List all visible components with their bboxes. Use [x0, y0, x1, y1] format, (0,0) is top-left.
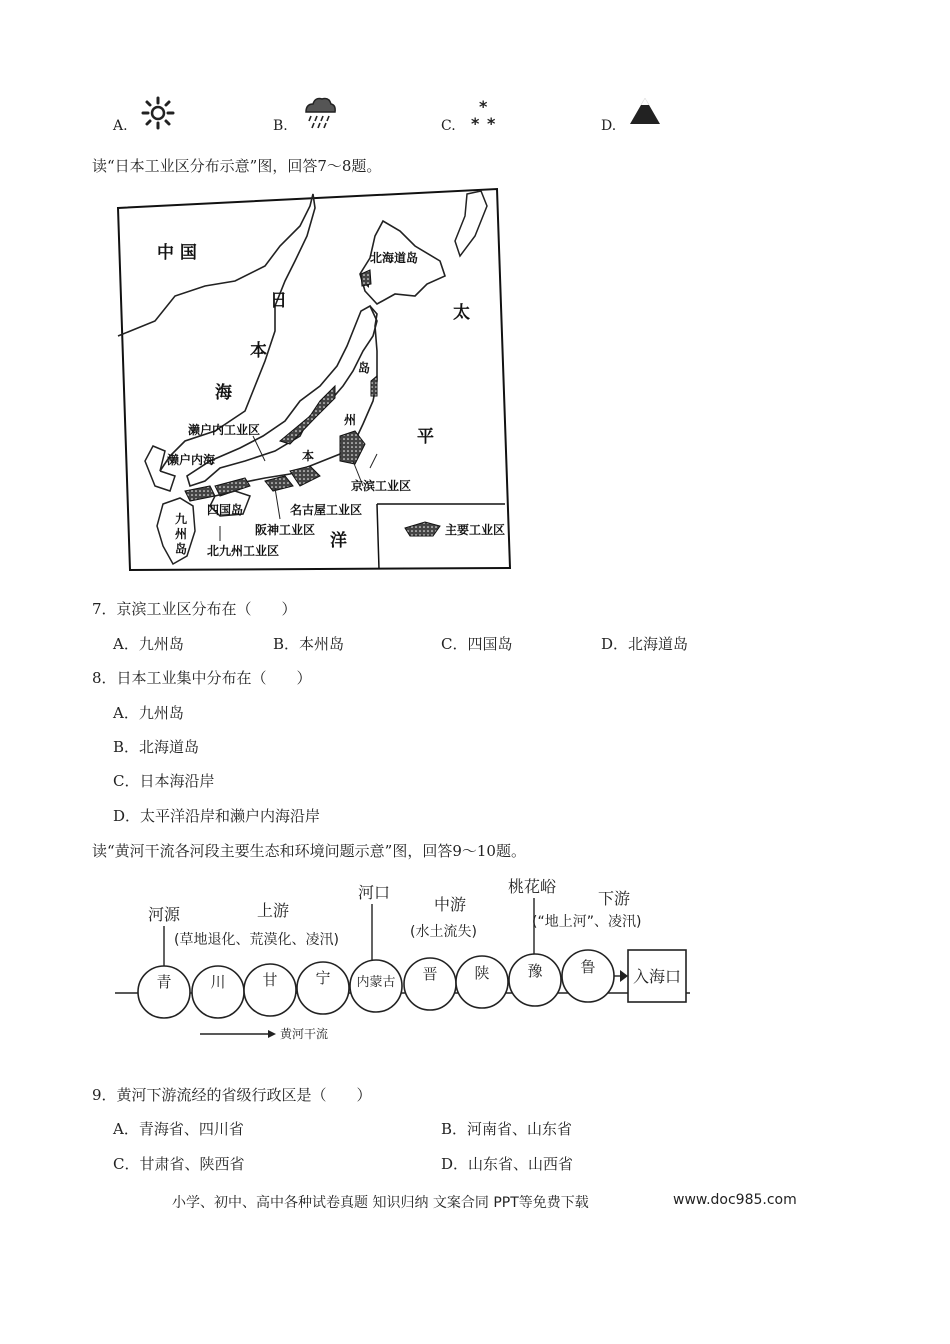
label-kyushu-3: 岛 — [175, 542, 188, 556]
label-zhongyou-issue: (水土流失) — [410, 924, 477, 940]
q9-stem: 9．黄河下游流经的省级行政区是（ ） — [92, 1086, 372, 1104]
q8-option-c: C．日本海沿岸 — [113, 772, 215, 790]
q8-stem: 8．日本工业集中分布在（ ） — [92, 669, 312, 687]
province-chuan: 川 — [210, 973, 226, 991]
q7-option-a: A．九州岛 — [113, 635, 184, 653]
mountain-icon — [628, 96, 662, 130]
label-setouchi-sea: 濑户内海 — [167, 453, 216, 467]
province-shaan: 陕 — [474, 964, 490, 982]
svg-text:*: * — [471, 114, 480, 132]
province-lu: 鲁 — [580, 958, 596, 976]
q8-option-a: A．九州岛 — [113, 704, 184, 722]
label-setouchi-region: 濑户内工业区 — [188, 423, 261, 437]
province-jin: 晋 — [422, 965, 438, 983]
province-gan: 甘 — [262, 971, 278, 989]
label-honshu-ben: 本 — [302, 449, 315, 463]
label-zhongyou: 中游 — [434, 895, 467, 914]
label-ri: 日 — [270, 291, 287, 311]
q6-option-a-letter: A. — [113, 118, 128, 134]
label-kyushu-1: 九 — [175, 512, 188, 526]
label-kyushu-2: 州 — [175, 527, 188, 541]
q9-option-d: D．山东省、山西省 — [441, 1155, 574, 1173]
q7-option-d: D．北海道岛 — [601, 635, 689, 653]
q9-option-c: C．甘肃省、陕西省 — [113, 1155, 245, 1173]
intro-yellow-river: 读“黄河干流各河段主要生态和环境问题示意”图，回答9～10题。 — [92, 842, 526, 860]
svg-text:*: * — [479, 98, 488, 116]
label-sea: 入海口 — [632, 967, 682, 986]
province-neimenggu: 内蒙古 — [356, 975, 396, 990]
label-nagoya: 名古屋工业区 — [290, 503, 363, 517]
q6-option-c-letter: C. — [441, 118, 456, 134]
label-honshu-zhou: 州 — [344, 413, 357, 427]
q6-option-b-letter: B. — [273, 118, 288, 134]
q9-option-a: A．青海省、四川省 — [113, 1120, 244, 1138]
province-yu: 豫 — [527, 962, 543, 980]
label-shikoku: 四国岛 — [207, 503, 244, 517]
sun-icon — [140, 96, 176, 134]
label-shangyou-issue: (草地退化、荒漠化、凌汛) — [174, 932, 339, 948]
intro-japan-map: 读“日本工业区分布示意”图，回答7～8题。 — [92, 157, 382, 175]
q6-option-d-letter: D. — [601, 118, 617, 134]
q8-option-b: B．北海道岛 — [113, 738, 200, 756]
label-yang: 洋 — [330, 531, 347, 551]
q7-option-c: C．四国岛 — [441, 635, 513, 653]
q8-option-d: D．太平洋沿岸和濑户内海沿岸 — [113, 807, 321, 825]
legend-label: 主要工业区 — [445, 523, 506, 537]
label-tai: 太 — [453, 303, 470, 323]
rain-cloud-icon — [302, 94, 338, 134]
svg-text:*: * — [487, 114, 496, 132]
label-kitakyushu: 北九州工业区 — [207, 544, 280, 558]
snowflakes-icon — [470, 98, 504, 136]
label-xiayou-issue: (“地上河”、凌汛) — [532, 914, 642, 930]
footer-url[interactable]: www.doc985.com — [673, 1192, 797, 1208]
label-hanshin: 阪神工业区 — [255, 523, 316, 537]
q9-option-b: B．河南省、山东省 — [441, 1120, 573, 1138]
q7-option-b: B．本州岛 — [273, 635, 345, 653]
yellow-river-diagram — [110, 872, 700, 1056]
province-ning: 宁 — [315, 969, 331, 987]
label-arrow: 黄河干流 — [280, 1027, 329, 1041]
label-ben: 本 — [250, 341, 267, 361]
label-heyuan: 河源 — [148, 905, 181, 924]
label-hokkaido: 北海道岛 — [370, 251, 419, 265]
label-honshu-dao: 岛 — [358, 361, 371, 375]
label-xiayou: 下游 — [598, 889, 631, 908]
label-hai: 海 — [215, 383, 232, 403]
label-ping: 平 — [417, 427, 434, 447]
japan-industry-map — [115, 186, 515, 580]
label-shangyou: 上游 — [257, 901, 290, 920]
label-keihin: 京滨工业区 — [351, 479, 412, 493]
label-china: 中 国 — [157, 243, 197, 263]
label-hekou: 河口 — [358, 883, 391, 902]
footer-text: 小学、初中、高中各种试卷真题 知识归纳 文案合同 PPT等免费下载 — [172, 1195, 589, 1211]
province-qing: 青 — [156, 973, 172, 991]
label-taohuayu: 桃花峪 — [508, 877, 557, 896]
q7-stem: 7．京滨工业区分布在（ ） — [92, 600, 297, 618]
